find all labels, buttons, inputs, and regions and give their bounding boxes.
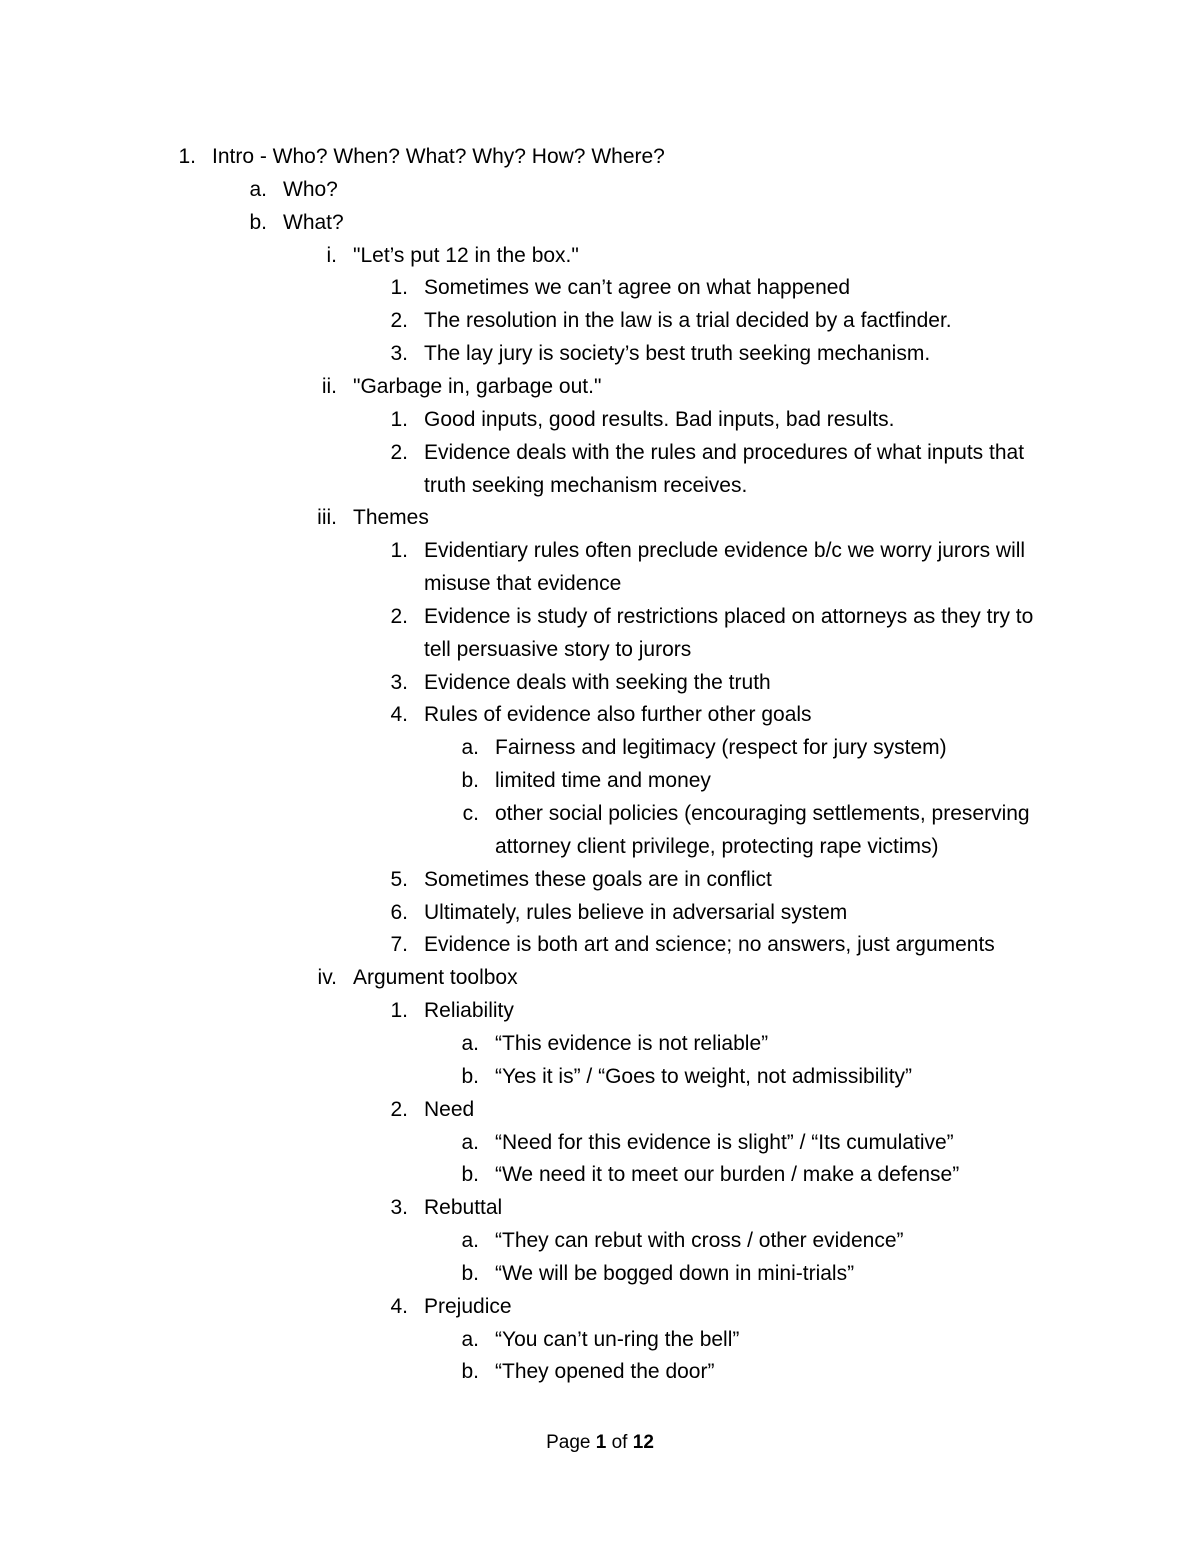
outline-text: The lay jury is society’s best truth seeking mechanism. [424, 342, 931, 366]
outline-text: Good inputs, good results. Bad inputs, bad results. [424, 407, 895, 431]
outline-marker: a. [461, 1031, 479, 1055]
outline-text: attorney client privilege, protecting rape victims) [495, 834, 939, 858]
outline-marker: iii. [317, 506, 337, 530]
of-label: of [611, 1432, 628, 1453]
outline-line [0, 403, 1200, 436]
outline-marker: a. [461, 1130, 479, 1154]
outline-text: Ultimately, rules believe in adversarial system [424, 900, 848, 924]
outline-text: Rebuttal [424, 1196, 503, 1220]
outline-line [0, 239, 1200, 272]
current-page-number: 1 [595, 1432, 607, 1453]
outline-text: Themes [353, 506, 429, 530]
outline-text: Evidence deals with seeking the truth [424, 670, 771, 694]
outline-text: Sometimes we can’t agree on what happened [424, 276, 851, 300]
outline-text: Evidentiary rules often preclude evidence b/c we worry jurors will [424, 539, 1026, 563]
outline-marker: 4. [390, 1294, 408, 1318]
outline-line [0, 1323, 1200, 1356]
outline-marker: 1. [390, 407, 408, 431]
outline-text: Argument toolbox [353, 966, 518, 990]
outline-line [0, 1126, 1200, 1159]
outline-marker: 1. [390, 539, 408, 563]
outline-text: truth seeking mechanism receives. [424, 473, 748, 497]
outline-line [0, 633, 1200, 666]
outline-text: Fairness and legitimacy (respect for jury system) [495, 736, 947, 760]
outline-text: misuse that evidence [424, 572, 622, 596]
outline-line [0, 1027, 1200, 1060]
outline-line [0, 534, 1200, 567]
outline-text: Reliability [424, 999, 514, 1023]
outline-marker: 2. [390, 604, 408, 628]
outline-marker: 3. [390, 670, 408, 694]
outline-marker: 1. [390, 276, 408, 300]
outline-marker: b. [461, 1163, 479, 1187]
outline-marker: a. [461, 1327, 479, 1351]
outline-marker: a. [461, 1229, 479, 1253]
outline-text: limited time and money [495, 769, 711, 793]
outline-marker: 3. [390, 342, 408, 366]
outline-marker: 2. [390, 1097, 408, 1121]
outline-text: “We need it to meet our burden / make a defense” [495, 1163, 960, 1187]
outline-line [0, 764, 1200, 797]
outline-text: Evidence is study of restrictions placed on attorneys as they try to [424, 604, 1034, 628]
outline-marker: 2. [390, 440, 408, 464]
outline-line [0, 567, 1200, 600]
outline-marker: i. [326, 243, 337, 267]
outline-text: Rules of evidence also further other goals [424, 703, 812, 727]
outline-marker: 4. [390, 703, 408, 727]
outline-marker: ii. [321, 374, 337, 398]
outline-text: "Garbage in, garbage out." [353, 374, 602, 398]
outline-marker: 5. [390, 867, 408, 891]
outline-line [0, 1191, 1200, 1224]
outline-text: “This evidence is not reliable” [495, 1031, 769, 1055]
outline-text: Intro - Who? When? What? Why? How? Where? [212, 145, 665, 168]
outline-text: “Need for this evidence is slight” / “Its cumulative” [495, 1130, 954, 1154]
outline-line [0, 173, 1200, 206]
outline-line [0, 206, 1200, 239]
outline-line [0, 436, 1200, 469]
outline-line [0, 304, 1200, 337]
outline-line [0, 863, 1200, 896]
outline-text: “They can rebut with cross / other evidence” [495, 1229, 904, 1253]
outline-marker: 1. [390, 999, 408, 1023]
outline-text: "Let’s put 12 in the box." [353, 243, 579, 267]
outline-text: “They opened the door” [495, 1360, 715, 1384]
outline-marker: 3. [390, 1196, 408, 1220]
outline-line [0, 1224, 1200, 1257]
page-label: Page [546, 1432, 591, 1453]
outline-line [0, 501, 1200, 534]
outline-text: “You can’t un-ring the bell” [495, 1327, 740, 1351]
outline-text: tell persuasive story to jurors [424, 637, 692, 661]
outline-marker: b. [461, 1261, 479, 1285]
outline-line [0, 370, 1200, 403]
outline-text: What? [283, 210, 344, 234]
outline-text: “Yes it is” / “Goes to weight, not admissibility” [495, 1064, 913, 1088]
outline-marker: 1. [178, 145, 196, 168]
outline-line [0, 731, 1200, 764]
outline-marker: b. [461, 1360, 479, 1384]
outline-line [0, 337, 1200, 370]
outline-line [0, 928, 1200, 961]
outline-line [0, 1355, 1200, 1388]
outline-marker: b. [249, 210, 267, 234]
outline-text: Prejudice [424, 1294, 512, 1318]
outline-line [0, 271, 1200, 304]
page-footer [0, 1428, 1200, 1458]
outline-text: Need [424, 1097, 475, 1121]
outline-text: “We will be bogged down in mini-trials” [495, 1261, 855, 1285]
outline-marker: 6. [390, 900, 408, 924]
outline-text: Evidence deals with the rules and procedures of what inputs that [424, 440, 1025, 464]
outline-line [0, 830, 1200, 863]
outline-line [0, 666, 1200, 699]
outline-marker: 2. [390, 309, 408, 333]
outline-marker: b. [461, 1064, 479, 1088]
outline-line [0, 1257, 1200, 1290]
outline-text: Who? [283, 177, 338, 201]
outline-line [0, 600, 1200, 633]
outline-marker: b. [461, 769, 479, 793]
total-page-count: 12 [632, 1432, 654, 1453]
outline-marker: a. [249, 177, 267, 201]
outline-line [0, 140, 1200, 173]
outline-text: other social policies (encouraging settlements, preserving [495, 802, 1030, 825]
outline-line [0, 1158, 1200, 1191]
outline-marker: a. [461, 736, 479, 760]
outline-marker: c. [462, 802, 479, 825]
outline-line [0, 1290, 1200, 1323]
outline-line [0, 994, 1200, 1027]
outline-text: Evidence is both art and science; no answers, just arguments [424, 933, 995, 957]
outline-marker: iv. [317, 966, 337, 990]
outline-line [0, 961, 1200, 994]
outline-line [0, 1093, 1200, 1126]
outline-line [0, 698, 1200, 731]
outline-line [0, 1060, 1200, 1093]
outline-line [0, 469, 1200, 502]
outline-text: Sometimes these goals are in conflict [424, 867, 772, 891]
outline-text: The resolution in the law is a trial decided by a factfinder. [424, 309, 952, 333]
outline-line [0, 797, 1200, 830]
outline-marker: 7. [390, 933, 408, 957]
outline-line [0, 896, 1200, 929]
